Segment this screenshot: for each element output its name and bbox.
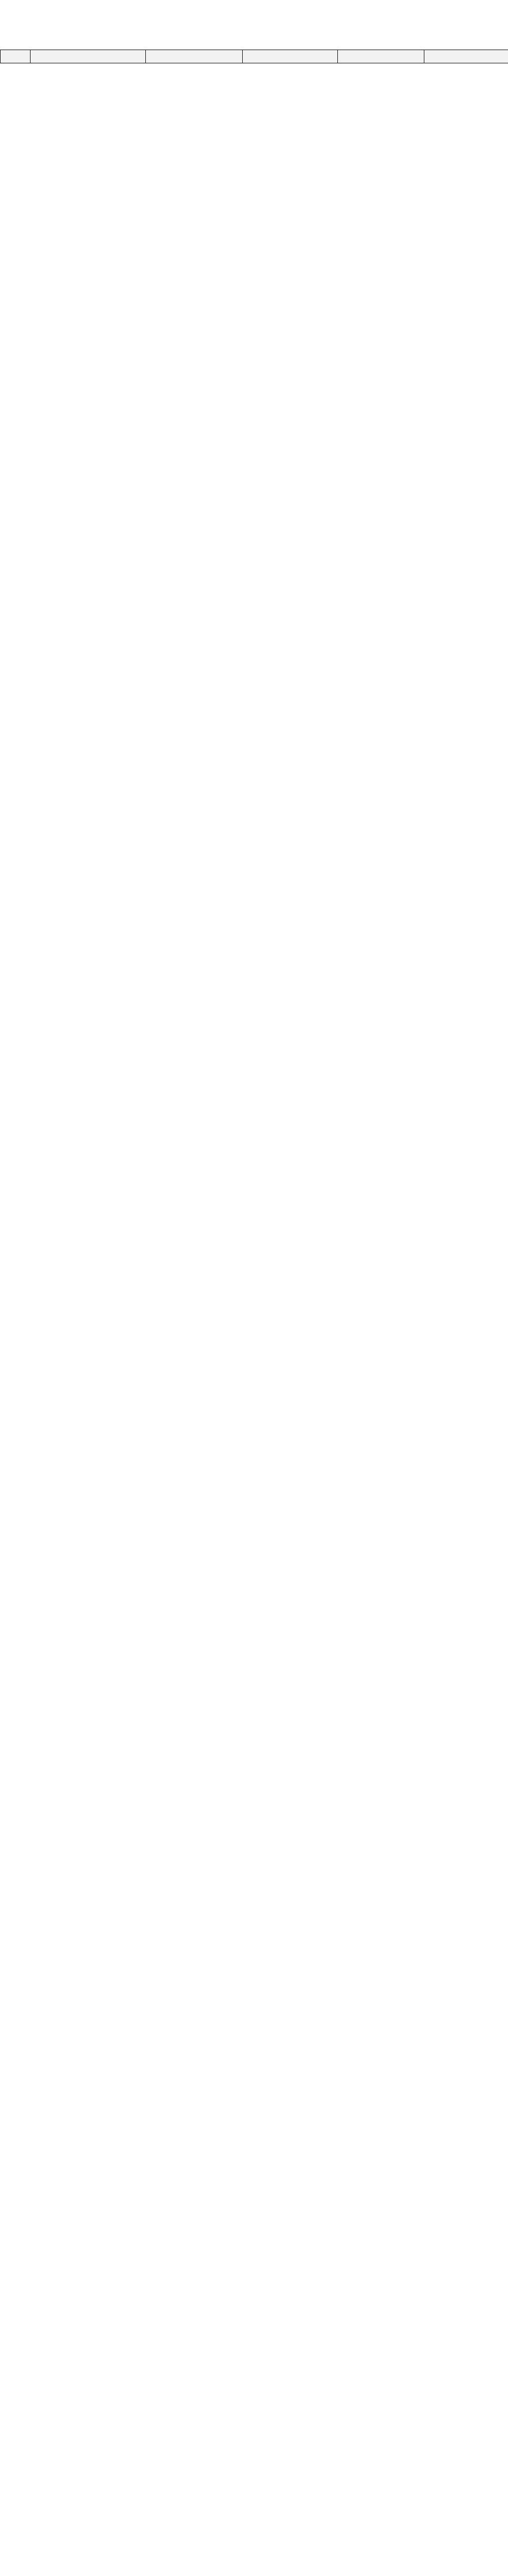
header-course-name (146, 50, 243, 63)
header-hours (243, 50, 338, 63)
course-table (0, 50, 508, 63)
header-category (31, 50, 146, 63)
header-credits (338, 50, 424, 63)
table-header-row (1, 50, 508, 63)
header-index (1, 50, 31, 63)
header-college (424, 50, 508, 63)
page-title (0, 10, 508, 33)
page-subtitle (0, 33, 508, 47)
page (0, 0, 508, 63)
